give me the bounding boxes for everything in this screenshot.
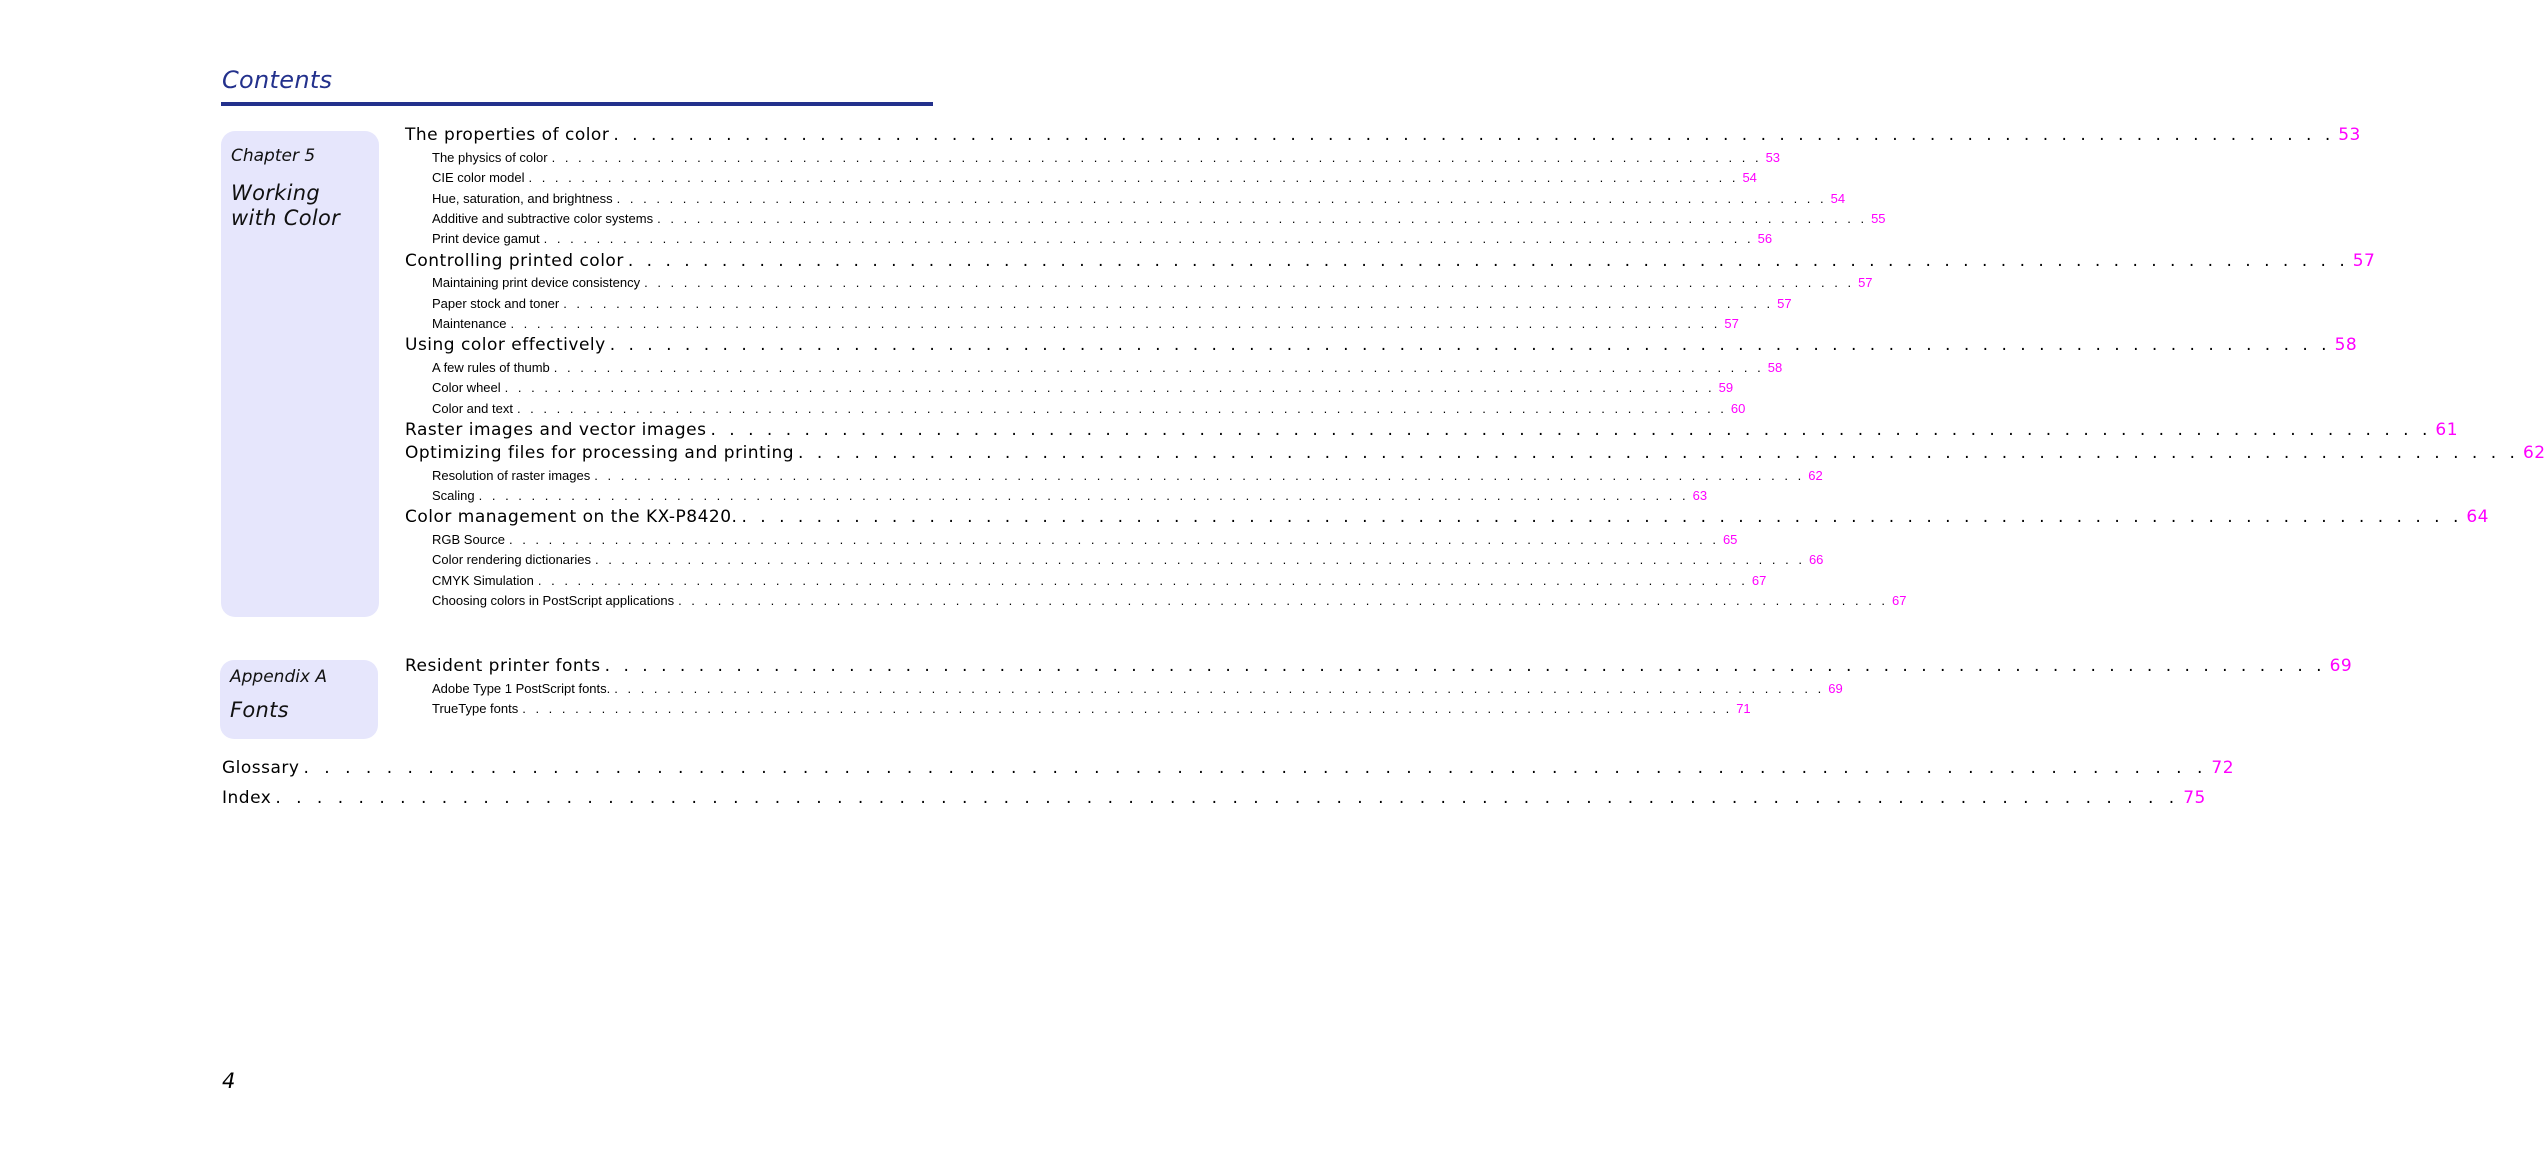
toc-page-number[interactable]: 57 <box>1724 316 1739 331</box>
dot-leader: . . . . . . . . . . . . . . . . . . . . . . . . . . . . . . . . . . . . . . . . . . . . . . . . . . . . . . . . . . . . . . . . . . . . . . . . . . . . . . . . . . . . . . . . . . . . <box>627 251 2349 271</box>
toc-entry-title: Adobe Type 1 PostScript fonts. <box>432 681 611 696</box>
dot-leader: . . . . . . . . . . . . . . . . . . . . . . . . . . . . . . . . . . . . . . . . . . . . . . . . . . . . . . . . . . . . . . . . . . . . . . . . . . . . . . . . . . . . . . . . . . . . <box>594 552 1805 567</box>
toc-page-number[interactable]: 62 <box>2522 443 2546 463</box>
toc-subsection-entry[interactable] <box>432 701 1751 719</box>
toc-page-number[interactable]: 55 <box>1871 211 1886 226</box>
toc-subsection-entry[interactable] <box>432 211 1886 229</box>
dot-leader: . . . . . . . . . . . . . . . . . . . . . . . . . . . . . . . . . . . . . . . . . . . . . . . . . . . . . . . . . . . . . . . . . . . . . . . . . . . . . . . . . . . . . . . . . . . . <box>594 468 1805 483</box>
chapter-5-label: Chapter 5 <box>231 146 316 166</box>
toc-entry-title: Print device gamut <box>432 231 540 246</box>
toc-section-entry[interactable] <box>405 420 2459 442</box>
toc-page-number[interactable]: 57 <box>2352 251 2376 271</box>
appendix-a-label: Appendix A <box>230 667 328 687</box>
toc-entry-title: The properties of color <box>405 125 610 145</box>
toc-entry-title: Color wheel <box>432 380 501 395</box>
toc-entry-title: Additive and subtractive color systems <box>432 211 654 226</box>
dot-leader: . . . . . . . . . . . . . . . . . . . . . . . . . . . . . . . . . . . . . . . . . . . . . . . . . . . . . . . . . . . . . . . . . . . . . . . . . . . . . . . . . . . . . . . . . . . . <box>478 488 1689 503</box>
toc-page-number[interactable]: 72 <box>2211 758 2235 778</box>
chapter-5-name: Working with Color <box>231 181 341 230</box>
dot-leader: . . . . . . . . . . . . . . . . . . . . . . . . . . . . . . . . . . . . . . . . . . . . . . . . . . . . . . . . . . . . . . . . . . . . . . . . . . . . . . . . . . . . . . . . . . . . <box>510 316 1721 331</box>
toc-page-number[interactable]: 59 <box>1718 380 1734 395</box>
toc-entry-title: Choosing colors in PostScript applications <box>432 593 675 608</box>
toc-entry-title: Glossary <box>222 758 300 778</box>
toc-subsection-entry[interactable] <box>432 316 1739 334</box>
dot-leader: . . . . . . . . . . . . . . . . . . . . . . . . . . . . . . . . . . . . . . . . . . . . . . . . . . . . . . . . . . . . . . . . . . . . . . . . . . . . . . . . . . . . . . . . . . . . <box>551 150 1762 165</box>
toc-section-entry[interactable] <box>405 335 2358 357</box>
toc-entry-title: Using color effectively <box>405 335 606 355</box>
dot-leader: . . . . . . . . . . . . . . . . . . . . . . . . . . . . . . . . . . . . . . . . . . . . . . . . . . . . . . . . . . . . . . . . . . . . . . . . . . . . . . . . . . . . . . . . . . . . <box>798 443 2519 463</box>
toc-entry-title: Color management on the KX-P8420. <box>405 507 738 527</box>
dot-leader: . . . . . . . . . . . . . . . . . . . . . . . . . . . . . . . . . . . . . . . . . . . . . . . . . . . . . . . . . . . . . . . . . . . . . . . . . . . . . . . . . . . . . . . . . . . . <box>522 701 1733 716</box>
toc-page-number[interactable]: 54 <box>1742 170 1757 185</box>
dot-leader: . . . . . . . . . . . . . . . . . . . . . . . . . . . . . . . . . . . . . . . . . . . . . . . . . . . . . . . . . . . . . . . . . . . . . . . . . . . . . . . . . . . . . . . . . . . . <box>537 573 1748 588</box>
toc-page-number[interactable]: 65 <box>1722 532 1738 547</box>
toc-index-entry[interactable] <box>222 788 2206 810</box>
toc-entry-title: CIE color model <box>432 170 525 185</box>
toc-entry-title: A few rules of thumb <box>432 360 550 375</box>
toc-subsection-entry[interactable] <box>432 593 1907 611</box>
toc-entry-title: RGB Source <box>432 532 505 547</box>
title-divider <box>221 102 933 106</box>
dot-leader: . . . . . . . . . . . . . . . . . . . . . . . . . . . . . . . . . . . . . . . . . . . . . . . . . . . . . . . . . . . . . . . . . . . . . . . . . . . . . . . . . . . . . . . . . . . . <box>609 335 2331 355</box>
toc-subsection-entry[interactable] <box>432 231 1773 249</box>
dot-leader: . . . . . . . . . . . . . . . . . . . . . . . . . . . . . . . . . . . . . . . . . . . . . . . . . . . . . . . . . . . . . . . . . . . . . . . . . . . . . . . . . . . . . . . . . . . . <box>303 758 2208 778</box>
dot-leader: . . . . . . . . . . . . . . . . . . . . . . . . . . . . . . . . . . . . . . . . . . . . . . . . . . . . . . . . . . . . . . . . . . . . . . . . . . . . . . . . . . . . . . . . . . . . <box>710 420 2432 440</box>
appendix-a-name: Fonts <box>230 698 289 722</box>
toc-page-number[interactable]: 61 <box>2435 420 2459 440</box>
toc-page-number[interactable]: 71 <box>1736 701 1751 716</box>
toc-page-number[interactable]: 67 <box>1751 573 1767 588</box>
toc-entry-title: Raster images and vector images <box>405 420 707 440</box>
dot-leader: . . . . . . . . . . . . . . . . . . . . . . . . . . . . . . . . . . . . . . . . . . . . . . . . . . . . . . . . . . . . . . . . . . . . . . . . . . . . . . . . . . . . . . . . . . . . <box>613 125 2335 145</box>
toc-section-entry[interactable] <box>405 443 2546 465</box>
dot-leader: . . . . . . . . . . . . . . . . . . . . . . . . . . . . . . . . . . . . . . . . . . . . . . . . . . . . . . . . . . . . . . . . . . . . . . . . . . . . . . . . . . . . . . . . . . . . <box>516 401 1727 416</box>
dot-leader: . . . . . . . . . . . . . . . . . . . . . . . . . . . . . . . . . . . . . . . . . . . . . . . . . . . . . . . . . . . . . . . . . . . . . . . . . . . . . . . . . . . . . . . . . . . . <box>604 656 2326 676</box>
toc-page-number[interactable]: 57 <box>1777 296 1792 311</box>
toc-page-number[interactable]: 53 <box>2338 125 2361 145</box>
page-number: 4 <box>222 1069 236 1093</box>
page-title: Contents <box>222 66 333 94</box>
dot-leader: . . . . . . . . . . . . . . . . . . . . . . . . . . . . . . . . . . . . . . . . . . . . . . . . . . . . . . . . . . . . . . . . . . . . . . . . . . . . . . . . . . . . . . . . . . . . <box>543 231 1754 246</box>
toc-page-number[interactable]: 63 <box>1692 488 1708 503</box>
toc-page-number[interactable]: 64 <box>2466 507 2489 527</box>
dot-leader: . . . . . . . . . . . . . . . . . . . . . . . . . . . . . . . . . . . . . . . . . . . . . . . . . . . . . . . . . . . . . . . . . . . . . . . . . . . . . . . . . . . . . . . . . . . . <box>657 211 1868 226</box>
toc-entry-title: Hue, saturation, and brightness <box>432 191 613 206</box>
dot-leader: . . . . . . . . . . . . . . . . . . . . . . . . . . . . . . . . . . . . . . . . . . . . . . . . . . . . . . . . . . . . . . . . . . . . . . . . . . . . . . . . . . . . . . . . . . . . <box>741 507 2463 527</box>
toc-section-entry[interactable] <box>405 125 2361 147</box>
dot-leader: . . . . . . . . . . . . . . . . . . . . . . . . . . . . . . . . . . . . . . . . . . . . . . . . . . . . . . . . . . . . . . . . . . . . . . . . . . . . . . . . . . . . . . . . . . . . <box>678 593 1889 608</box>
toc-entry-title: Controlling printed color <box>405 251 624 271</box>
dot-leader: . . . . . . . . . . . . . . . . . . . . . . . . . . . . . . . . . . . . . . . . . . . . . . . . . . . . . . . . . . . . . . . . . . . . . . . . . . . . . . . . . . . . . . . . . . . . <box>553 360 1764 375</box>
toc-page-number[interactable]: 66 <box>1808 552 1824 567</box>
toc-entry-title: Maintaining print device consistency <box>432 275 641 290</box>
toc-page-number[interactable]: 75 <box>2183 788 2206 808</box>
dot-leader: . . . . . . . . . . . . . . . . . . . . . . . . . . . . . . . . . . . . . . . . . . . . . . . . . . . . . . . . . . . . . . . . . . . . . . . . . . . . . . . . . . . . . . . . . . . . <box>275 788 2180 808</box>
dot-leader: . . . . . . . . . . . . . . . . . . . . . . . . . . . . . . . . . . . . . . . . . . . . . . . . . . . . . . . . . . . . . . . . . . . . . . . . . . . . . . . . . . . . . . . . . . . . <box>616 191 1827 206</box>
toc-entry-title: Optimizing files for processing and printing <box>405 443 795 463</box>
toc-subsection-entry[interactable] <box>432 380 1734 398</box>
toc-subsection-entry[interactable] <box>432 532 1738 550</box>
toc-subsection-entry[interactable] <box>432 681 1843 699</box>
toc-section-entry[interactable] <box>405 507 2489 529</box>
toc-entry-title: CMYK Simulation <box>432 573 534 588</box>
toc-entry-title: TrueType fonts <box>432 701 519 716</box>
toc-section-entry[interactable] <box>405 656 2353 678</box>
dot-leader: . . . . . . . . . . . . . . . . . . . . . . . . . . . . . . . . . . . . . . . . . . . . . . . . . . . . . . . . . . . . . . . . . . . . . . . . . . . . . . . . . . . . . . . . . . . . <box>563 296 1774 311</box>
toc-page-number[interactable]: 60 <box>1730 401 1746 416</box>
toc-entry-title: Color and text <box>432 401 513 416</box>
toc-page-number[interactable]: 56 <box>1757 231 1773 246</box>
toc-subsection-entry[interactable] <box>432 401 1746 419</box>
toc-subsection-entry[interactable] <box>432 552 1824 570</box>
toc-subsection-entry[interactable] <box>432 296 1792 314</box>
toc-page-number[interactable]: 62 <box>1808 468 1823 483</box>
toc-subsection-entry[interactable] <box>432 573 1767 591</box>
toc-subsection-entry[interactable] <box>432 360 1783 378</box>
toc-section-entry[interactable] <box>405 251 2376 273</box>
toc-page-number[interactable]: 69 <box>1828 681 1843 696</box>
toc-subsection-entry[interactable] <box>432 468 1823 486</box>
dot-leader: . . . . . . . . . . . . . . . . . . . . . . . . . . . . . . . . . . . . . . . . . . . . . . . . . . . . . . . . . . . . . . . . . . . . . . . . . . . . . . . . . . . . . . . . . . . . <box>504 380 1715 395</box>
toc-subsection-entry[interactable] <box>432 191 1846 209</box>
toc-entry-title: Paper stock and toner <box>432 296 560 311</box>
toc-page-number[interactable]: 54 <box>1830 191 1846 206</box>
toc-subsection-entry[interactable] <box>432 488 1708 506</box>
toc-page-number[interactable]: 53 <box>1765 150 1781 165</box>
toc-entry-title: Resolution of raster images <box>432 468 591 483</box>
toc-page-number[interactable]: 58 <box>2334 335 2358 355</box>
toc-glossary-entry[interactable] <box>222 758 2235 780</box>
toc-subsection-entry[interactable] <box>432 275 1873 293</box>
toc-page-number[interactable]: 58 <box>1767 360 1783 375</box>
dot-leader: . . . . . . . . . . . . . . . . . . . . . . . . . . . . . . . . . . . . . . . . . . . . . . . . . . . . . . . . . . . . . . . . . . . . . . . . . . . . . . . . . . . . . . . . . . . . <box>508 532 1719 547</box>
toc-entry-title: Scaling <box>432 488 475 503</box>
toc-entry-title: Resident printer fonts <box>405 656 601 676</box>
dot-leader: . . . . . . . . . . . . . . . . . . . . . . . . . . . . . . . . . . . . . . . . . . . . . . . . . . . . . . . . . . . . . . . . . . . . . . . . . . . . . . . . . . . . . . . . . . . . <box>644 275 1855 290</box>
toc-page-number[interactable]: 69 <box>2329 656 2353 676</box>
dot-leader: . . . . . . . . . . . . . . . . . . . . . . . . . . . . . . . . . . . . . . . . . . . . . . . . . . . . . . . . . . . . . . . . . . . . . . . . . . . . . . . . . . . . . . . . . . . . <box>614 681 1825 696</box>
toc-entry-title: The physics of color <box>432 150 548 165</box>
toc-entry-title: Color rendering dictionaries <box>432 552 591 567</box>
toc-page-number[interactable]: 57 <box>1858 275 1873 290</box>
toc-entry-title: Maintenance <box>432 316 507 331</box>
toc-subsection-entry[interactable] <box>432 170 1757 188</box>
toc-entry-title: Index <box>222 788 272 808</box>
dot-leader: . . . . . . . . . . . . . . . . . . . . . . . . . . . . . . . . . . . . . . . . . . . . . . . . . . . . . . . . . . . . . . . . . . . . . . . . . . . . . . . . . . . . . . . . . . . . <box>528 170 1739 185</box>
toc-subsection-entry[interactable] <box>432 150 1781 168</box>
toc-page-number[interactable]: 67 <box>1892 593 1907 608</box>
